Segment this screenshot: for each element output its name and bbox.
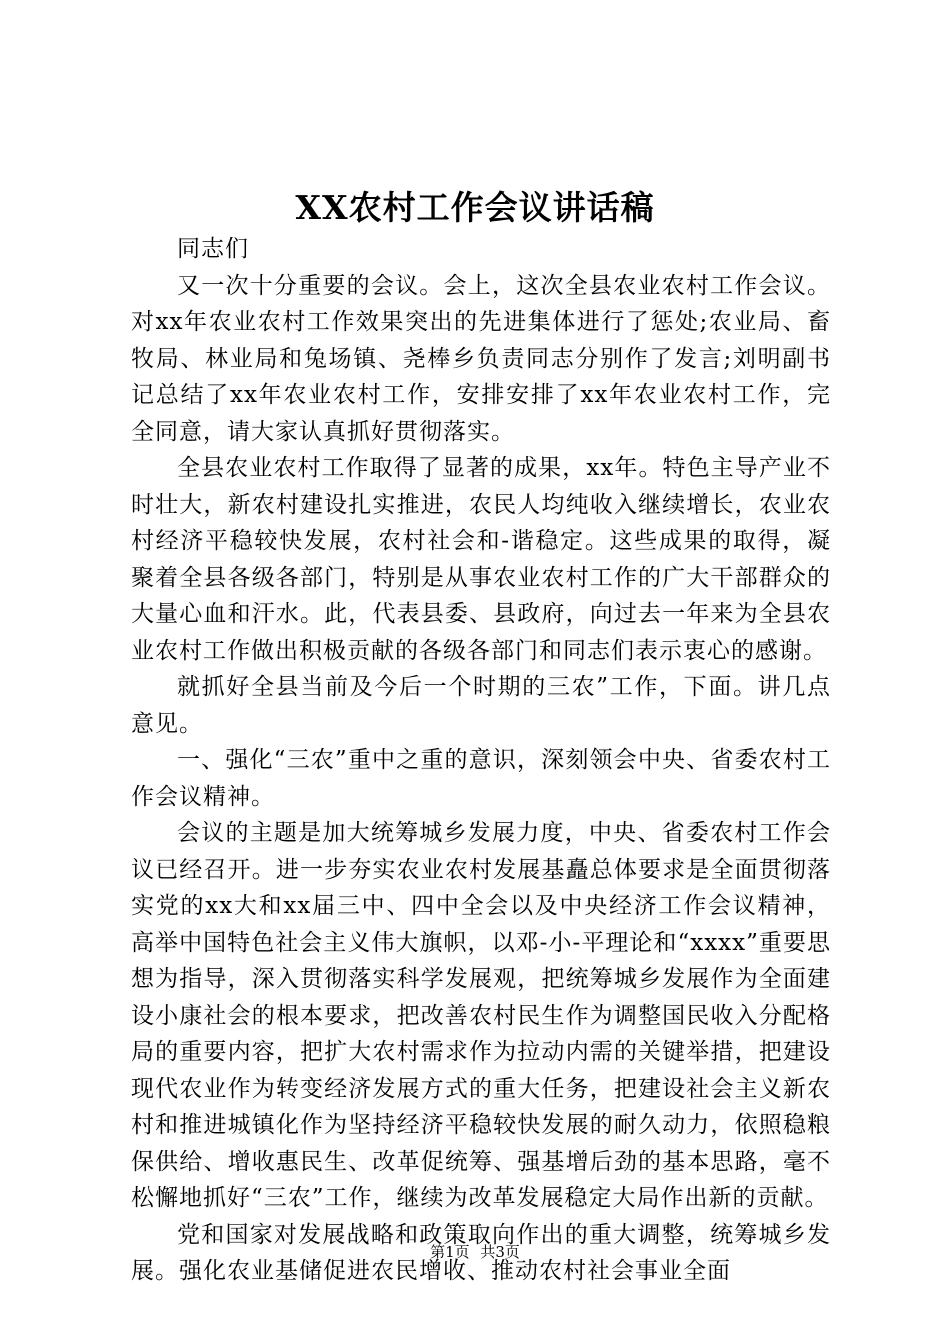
- document-body: [131, 231, 831, 1290]
- body-paragraph: 又一次十分重要的会议。会上，这次全县农业农村工作会议。对xx年农业农村工作效果突出的先进集体进行了惩处;农业局、畜牧局、林业局和兔场镇、尧棒乡负责同志分别作了发言;刘明副书记总结了xx年农业农村工作，安排安排了xx年农业农村工作，完全同意，请大家认真抓好贯彻落实。: [131, 272, 831, 445]
- body-paragraph: 党和国家对发展战略和政策取向作出的重大调整，统筹城乡发展。强化农业基储促进农民增收、推动农村社会事业全面: [131, 1221, 831, 1284]
- page-number: 第1页: [430, 1243, 470, 1261]
- section-heading-paragraph: 一、强化“三农”重中之重的意识，深刻领会中央、省委农村工作会议精神。: [131, 747, 831, 810]
- page-total: 共3页: [480, 1243, 520, 1261]
- document-title: XX农村工作会议讲话稿: [295, 188, 655, 227]
- body-paragraph: 会议的主题是加大统筹城乡发展力度，中央、省委农村工作会议已经召开。进一步夯实农业农村发展基矗总体要求是全面贯彻落实党的xx大和xx届三中、四中全会以及中央经济工作会议精神，高举中国特色社会主义伟大旗帜，以邓-小-平理论和“xxxx”重要思想为指导，深入贯彻落实科学发展观，把统筹城乡发展作为全面建设小康社会的根本要求，把改善农村民生作为调整国民收入分配格局的重要内容，把扩大农村需求作为拉动内需的关键举措，把建设现代农业作为转变经济发展方式的重大任务，把建设社会主义新农村和推进城镇化作为坚持经济平稳较快发展的耐久动力，依照稳粮保供给、增收惠民生、改革促统筹、强基增后劲的基本思路，毫不松懈地抓好“三农”工作，继续为改革发展稳定大局作出新的贡献。: [131, 820, 831, 1211]
- salutation-paragraph: 同志们: [177, 236, 249, 262]
- page-footer: [0, 1242, 950, 1262]
- body-paragraph: 就抓好全县当前及今后一个时期的三农”工作，下面。讲几点意见。: [131, 674, 831, 737]
- body-paragraph: 全县农业农村工作取得了显著的成果，xx年。特色主导产业不时壮大，新农村建设扎实推进，农民人均纯收入继续增长，农业农村经济平稳较快发展，农村社会和-谐稳定。这些成果的取得，凝聚着全县各级各部门，特别是从事农业农村工作的广大干部群众的大量心血和汗水。此，代表县委、县政府，向过去一年来为全县农业农村工作做出积极贡献的各级各部门和同志们表示衷心的感谢。: [131, 455, 831, 664]
